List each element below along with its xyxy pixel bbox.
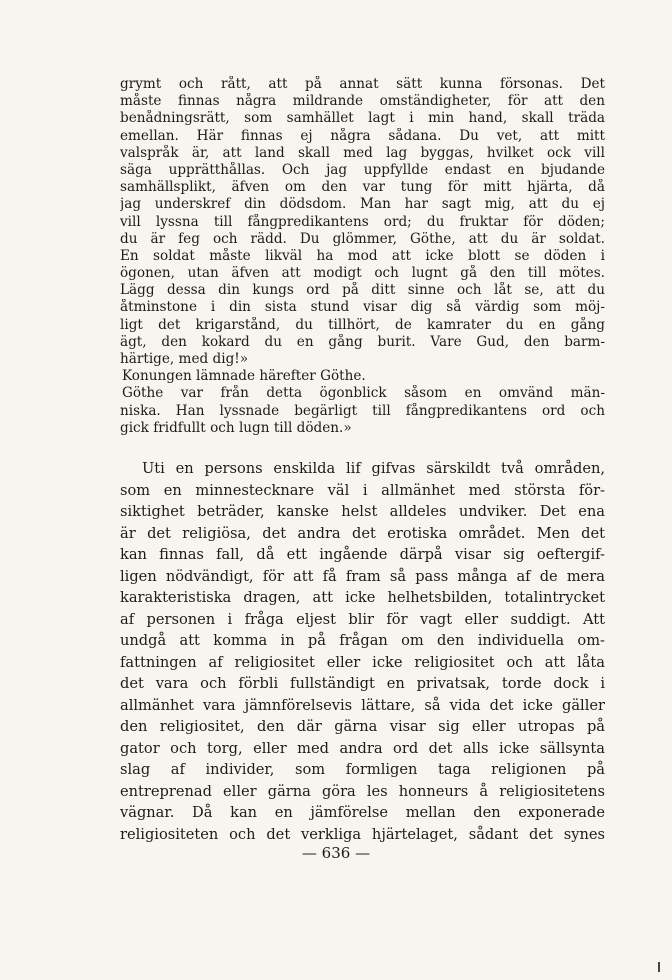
margin-mark <box>658 962 660 972</box>
quote-line: ögonen, utan äfven att modigt och lugnt gå den till mötes. <box>120 265 605 282</box>
quote-line: vill lyssna till fångpredikantens ord; du fruktar för döden; <box>120 213 605 230</box>
body-line: det vara och förbli fullständigt en privatsak, torde dock i <box>120 675 605 692</box>
quote-line: emellan. Här finnas ej några sådana. Du vet, att mitt <box>120 127 605 144</box>
body-line: siktighet beträder, kanske helst alldeles undviker. Det ena <box>120 503 605 520</box>
quote-line: ägt, den kokard du en gång burit. Vare Gud, den barm- <box>120 333 605 350</box>
body-line: vägnar. Då kan en jämförelse mellan den exponerade <box>120 804 605 821</box>
body-line: undgå att komma in på frågan om den individuella om- <box>120 632 605 649</box>
body-line: allmänhet vara jämnförelsevis lättare, så vida det icke gäller <box>120 696 605 714</box>
body-line: Uti en persons enskilda lif gifvas särskildt två områden, <box>142 460 605 477</box>
body-line: slag af individer, som formligen taga religionen på <box>120 761 605 778</box>
body-line: gator och torg, eller med andra ord det alls icke sällsynta <box>120 739 605 757</box>
quoted-passage <box>120 76 605 437</box>
body-line: den religiositet, den där gärna visar sig eller utropas på <box>120 718 605 735</box>
body-line: fattningen af religiositet eller icke religiositet och att låta <box>120 653 605 671</box>
body-line: entreprenad eller gärna göra les honneurs å religiositetens <box>120 782 605 800</box>
body-line: religiositeten och det verkliga hjärtelaget, sådant det synes <box>120 825 605 843</box>
quote-line: samhällsplikt, äfven om den var tung för mitt hjärta, då <box>120 179 605 196</box>
body-line: karakteristiska dragen, att icke helhetsbilden, totalintrycket <box>120 589 605 606</box>
quote-line: benådningsrätt, som samhället lagt i min hand, skall träda <box>120 110 605 127</box>
quote-line: härtige, med dig!» <box>120 351 249 367</box>
quote-line: säga upprätthållas. Och jag uppfyllde endast en bjudande <box>120 161 605 178</box>
quote-line: valspråk är, att land skall med lag byggas, hvilket ock vill <box>120 144 605 161</box>
quote-line: En soldat måste likväl ha mod att icke blott se döden i <box>120 247 605 264</box>
quote-line: Göthe var från detta ögonblick såsom en omvänd män- <box>122 385 605 402</box>
quote-line: måste finnas några mildrande omständigheter, för att den <box>120 93 605 110</box>
quote-line: Konungen lämnade härefter Göthe. <box>122 368 366 385</box>
page-number: — 636 — <box>301 844 371 862</box>
body-line: är det religiösa, det andra det erotiska området. Men det <box>120 524 605 542</box>
body-line: af personen i fråga eljest blir för vagt eller suddigt. Att <box>120 610 605 628</box>
quote-line: åtminstone i din sista stund visar dig så värdig som möj- <box>120 299 605 316</box>
body-paragraph <box>120 458 605 845</box>
quote-line: jag underskref din dödsdom. Man har sagt mig, att du ej <box>120 196 605 213</box>
quote-line: Lägg dessa din kungs ord på ditt sinne och låt se, att du <box>120 282 605 299</box>
body-line: ligen nödvändigt, för att få fram så pass många af de mera <box>120 567 605 585</box>
quote-line: ligt det krigarstånd, du tillhört, de kamrater du en gång <box>120 316 605 333</box>
body-line: som en minnestecknare väl i allmänhet med största för- <box>120 481 605 499</box>
quote-line: du är feg och rädd. Du glömmer, Göthe, att du är soldat. <box>120 230 605 247</box>
quote-line: niska. Han lyssnade begärligt till fångpredikantens ord och <box>120 402 605 419</box>
quote-line: gick fridfullt och lugn till döden.» <box>120 419 352 436</box>
body-line: kan finnas fall, då ett ingående därpå visar sig oeftergif- <box>120 546 605 563</box>
quote-line: grymt och rått, att på annat sätt kunna försonas. Det <box>120 76 605 92</box>
